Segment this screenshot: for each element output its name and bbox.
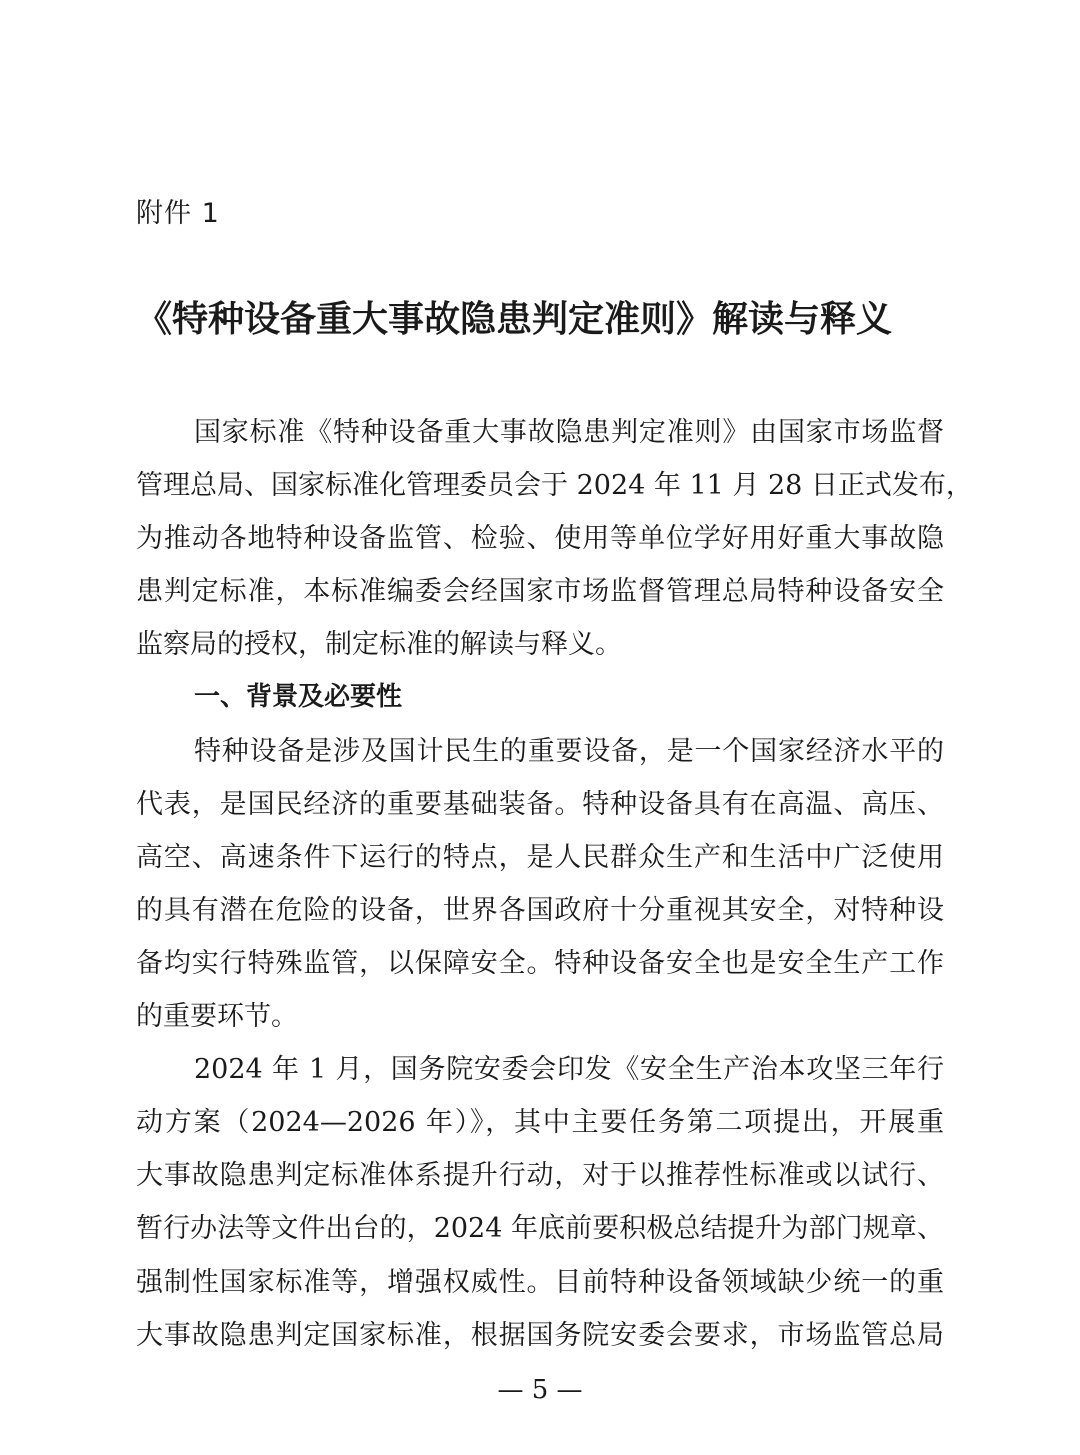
paragraph-background xyxy=(136,725,944,1044)
text-line: 强制性国家标准等，增强权威性。目前特种设备领域缺少统一的重 xyxy=(136,1266,944,1298)
text-line: 2024 年 1 月，国务院安委会印发《安全生产治本攻坚三年行 xyxy=(194,1054,944,1086)
page-number: — 5 — xyxy=(497,1375,583,1405)
text-line: 代表，是国民经济的重要基础装备。特种设备具有在高温、高压、 xyxy=(136,788,944,820)
text-line: 患判定标准，本标准编委会经国家市场监督管理总局特种设备安全 xyxy=(136,576,944,608)
text-line: 特种设备是涉及国计民生的重要设备，是一个国家经济水平的 xyxy=(194,735,944,767)
text-line: 管理总局、国家标准化管理委员会于 2024 年 11 月 28 日正式发布， xyxy=(136,470,973,502)
text-line: 大事故隐患判定标准体系提升行动，对于以推荐性标准或以试行、 xyxy=(136,1160,944,1192)
text-line: 国家标准《特种设备重大事故隐患判定准则》由国家市场监督 xyxy=(194,417,944,448)
text-line: 的具有潜在危险的设备，世界各国政府十分重视其安全，对特种设 xyxy=(136,894,944,926)
attachment-label: 附件 1 xyxy=(136,198,220,229)
text-line: 高空、高速条件下运行的特点，是人民群众生产和生活中广泛使用 xyxy=(136,841,944,873)
text-line: 监察局的授权，制定标准的解读与释义。 xyxy=(136,629,622,661)
text-line: 的重要环节。 xyxy=(136,1001,298,1033)
text-line: 备均实行特殊监管，以保障安全。特种设备安全也是安全生产工作 xyxy=(136,947,944,979)
paragraph-action-plan xyxy=(136,1043,944,1362)
text-line: 暂行办法等文件出台的，2024 年底前要积极总结提升为部门规章、 xyxy=(136,1213,944,1245)
text-line: 为推动各地特种设备监管、检验、使用等单位学好用好重大事故隐 xyxy=(136,523,944,555)
text-line: 大事故隐患判定国家标准，根据国务院安委会要求，市场监管总局 xyxy=(136,1319,944,1351)
text-line: 动方案（2024—2026 年）》，其中主要任务第二项提出，开展重 xyxy=(136,1107,944,1139)
document-body xyxy=(136,406,973,1362)
section-heading: 一、背景及必要性 xyxy=(194,682,403,713)
paragraph-intro xyxy=(136,406,973,671)
document-title: 《特种设备重大事故隐患判定准则》解读与释义 xyxy=(136,299,893,340)
